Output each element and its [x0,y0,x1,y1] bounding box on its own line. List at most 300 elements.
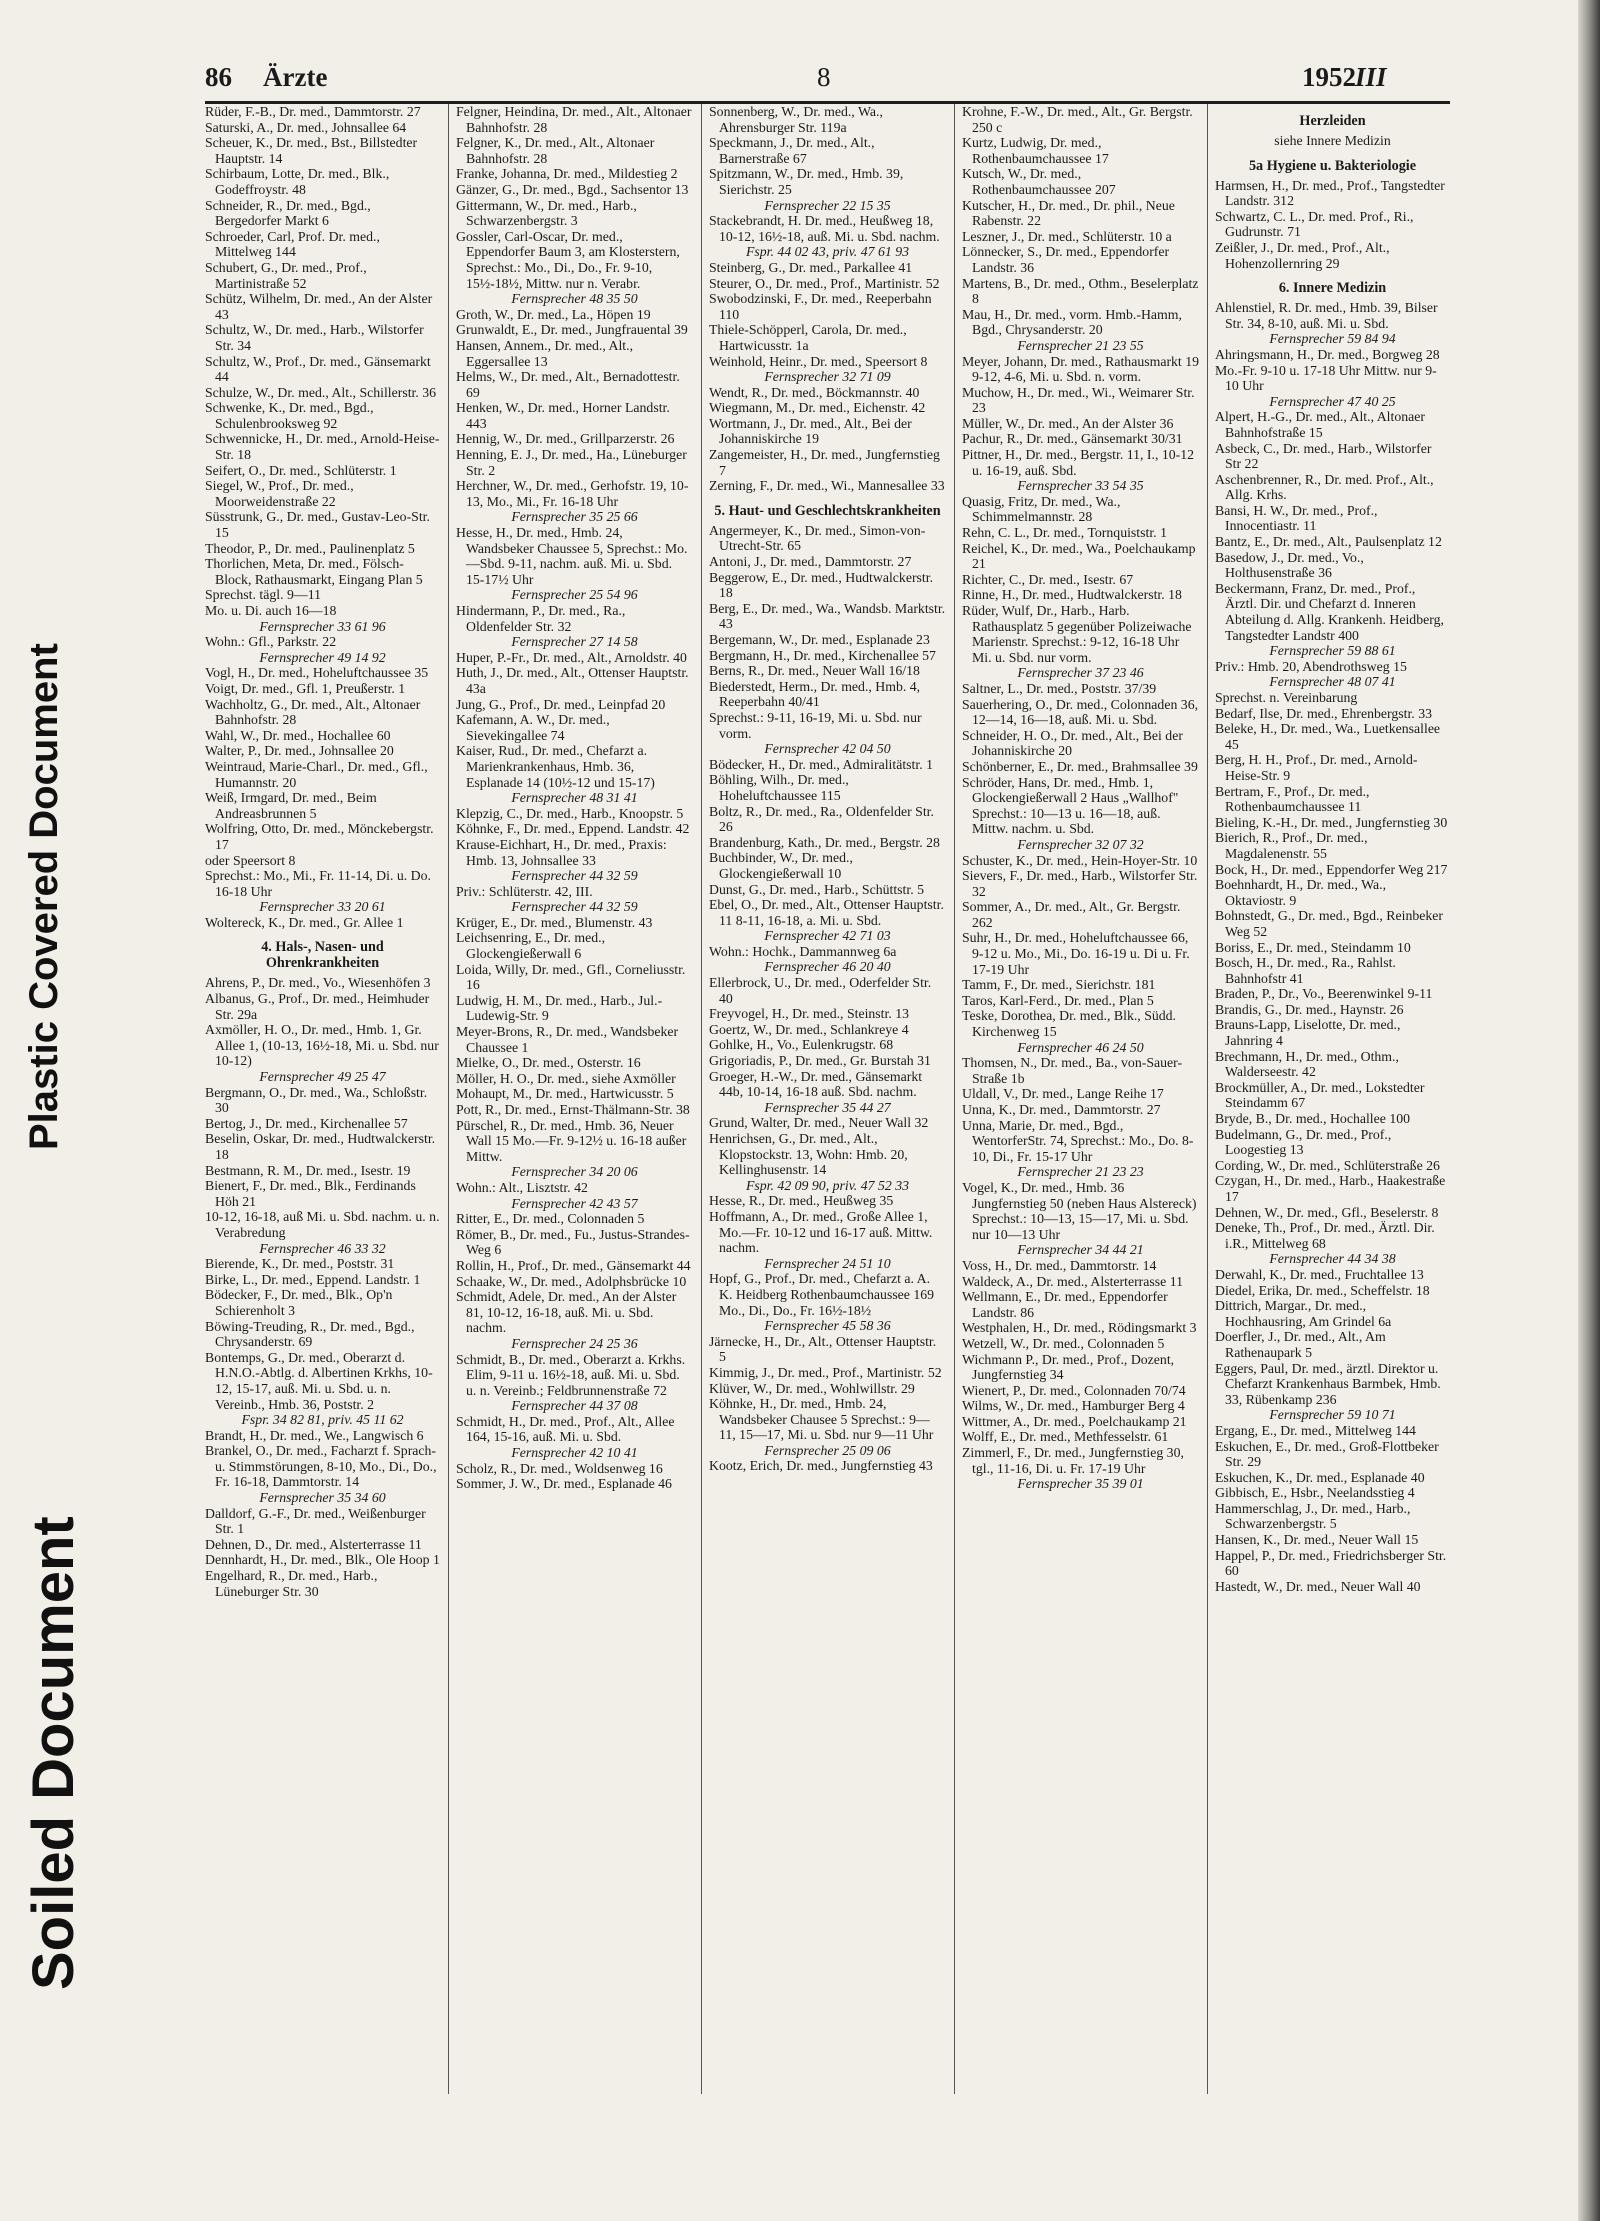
directory-entry: Loida, Willy, Dr. med., Gfl., Corneliusstr. 16 [456,961,686,993]
directory-entry: Helms, W., Dr. med., Alt., Bernadottestr. 69 [456,369,680,400]
directory-entry: Zeißler, J., Dr. med., Prof., Alt., Hohenzollernring 29 [1215,239,1390,271]
directory-entry: Brandis, G., Dr. med., Haynstr. 26 [1215,1001,1404,1017]
directory-entry: Martens, B., Dr. med., Othm., Beselerplatz 8 [962,275,1199,307]
directory-entry: Huper, P.-Fr., Dr. med., Alt., Arnoldstr. 40 [456,649,687,665]
directory-entry: Wolff, E., Dr. med., Methfesselstr. 61 [962,1429,1169,1445]
directory-entry: Groth, W., Dr. med., La., Höpen 19 [456,306,651,322]
directory-entry: Quasig, Fritz, Dr. med., Wa., Schimmelmannstr. 28 [962,493,1121,525]
directory-entry: Dennhardt, H., Dr. med., Blk., Ole Hoop 1 [205,1552,440,1568]
directory-entry: Gibbisch, E., Hsbr., Neelandsstieg 4 [1215,1485,1415,1501]
directory-entry: Schroeder, Carl, Prof. Dr. med., Mittelweg 144 [205,228,380,260]
phone-line: Fernsprecher 49 25 47 [259,1069,386,1085]
phone-line: Fernsprecher 34 20 06 [511,1164,638,1180]
directory-entry: Siegel, W., Prof., Dr. med., Moorweidenstraße 22 [205,478,354,509]
directory-entry: Stackebrandt, H. Dr. med., Heußweg 18, 10-12, 16½-18, auß. Mi. u. Sbd. nachm. [709,213,940,244]
directory-entry: Ahlenstiel, R. Dr. med., Hmb. 39, Bilser Str. 34, 8-10, auß. Mi. u. Sbd. [1215,300,1438,331]
phone-line: Fernsprecher 21 23 55 [1017,337,1144,353]
directory-entry: Schulze, W., Dr. med., Alt., Schillerstr. 36 [205,384,437,400]
directory-entry: Harmsen, H., Dr. med., Prof., Tangstedter Landstr. 312 [1215,177,1445,209]
section-heading: 5. Haut- und Geschlechtskrankheiten [714,502,941,519]
directory-entry: Deneke, Th., Prof., Dr. med., Ärztl. Dir. i.R., Mittelweg 68 [1215,1220,1435,1251]
directory-entry: Klüver, W., Dr. med., Wohlwillstr. 29 [709,1380,915,1396]
directory-entry: Vogel, K., Dr. med., Hmb. 36 Jungfernstieg 50 (neben Haus Alstereck) Sprechst.: 10—13, 15—17, Mi. u. Sbd. nur 10—13 Uhr [962,1179,1197,1242]
directory-entry: Rinne, H., Dr. med., Hudtwalckerstr. 18 [962,587,1182,603]
directory-entry: Saturski, A., Dr. med., Johnsallee 64 [205,119,407,135]
phone-line: Fernsprecher 59 84 94 [1269,331,1396,347]
directory-entry: Gohlke, H., Vo., Eulenkrugstr. 68 [709,1037,894,1053]
directory-entry: Albanus, G., Prof., Dr. med., Heimhuder Str. 29a [205,991,430,1022]
column-1 [205,104,440,2094]
phone-line: Fernsprecher 33 61 96 [259,618,386,634]
directory-entry: Henken, W., Dr. med., Horner Landstr. 443 [456,400,670,431]
phone-line: Fernsprecher 44 37 08 [511,1398,638,1414]
directory-entry: Beckermann, Franz, Dr. med., Prof., Ärztl. Dir. und Chefarzt d. Inneren Abteilung d. Allg. Krankenh. Heidberg, Tangstedter Landstr 400 [1215,580,1444,643]
directory-entry: Sprechst.: Mo., Mi., Fr. 11-14, Di. u. Do. 16-18 Uhr [205,868,431,899]
directory-entry: Axmöller, H. O., Dr. med., Hmb. 1, Gr. Allee 1, (10-13, 16½-18, Mi. u. Sbd. nur 10-12) [205,1022,439,1069]
phone-line: Fernsprecher 37 23 46 [1017,665,1144,681]
directory-entry: Zimmerl, F., Dr. med., Jungfernstieg 30, tgl., 11-16, Di. u. Fr. 17-19 Uhr [962,1445,1184,1476]
phone-line: Fernsprecher 44 32 59 [511,868,638,884]
phone-line: Fernsprecher 44 32 59 [511,899,638,915]
directory-entry: Schultz, W., Prof., Dr. med., Gänsemarkt 44 [205,353,431,385]
directory-entry: Huth, J., Dr. med., Alt., Ottenser Hauptstr. 43a [456,665,689,696]
directory-entry: Diedel, Erika, Dr. med., Scheffelstr. 18 [1215,1282,1430,1298]
directory-entry: Gossler, Carl-Oscar, Dr. med., Eppendorfer Baum 3, am Klosterstern, Sprechst.: Mo., Di., Do., Fr. 9-10, 15½-18½, Mittw. nur n. Verabr. [456,228,680,291]
directory-entry: Sprechst. tägl. 9—11 [205,587,321,603]
directory-entry: Scheuer, K., Dr. med., Bst., Billstedter Hauptstr. 14 [205,135,418,166]
directory-entry: Groeger, H.-W., Dr. med., Gänsemarkt 44b, 10-14, 16-18 auß. Sbd. nachm. [709,1068,923,1100]
directory-entry: Swobodzinski, F., Dr. med., Reeperbahn 110 [709,291,932,322]
directory-entry: Hoffmann, A., Dr. med., Große Allee 1, Mo.—Fr. 10-12 und 16-17 auß. Mittw. nachm. [709,1208,933,1256]
directory-entry: Goertz, W., Dr. med., Schlankreye 4 [709,1021,909,1037]
directory-entry: Bergmann, H., Dr. med., Kirchenallee 57 [709,647,936,663]
directory-entry: Bontemps, G., Dr. med., Oberarzt d. H.N.O.-Abtlg. d. Albertinen Krkhs, 10-12, 15-17, auß. Mi. u. Sbd. u. n. Vereinb., Hmb. 36, Poststr. 2 [205,1349,433,1412]
directory-entry: Hastedt, W., Dr. med., Neuer Wall 40 [1215,1578,1421,1594]
directory-entry: Dehnen, D., Dr. med., Alsterterrasse 11 [205,1536,422,1552]
directory-entry: Hesse, R., Dr. med., Heußweg 35 [709,1193,894,1209]
directory-entry: Braden, P., Dr., Vo., Beerenwinkel 9-11 [1215,986,1433,1002]
directory-entry: Bedarf, Ilse, Dr. med., Ehrenbergstr. 33 [1215,705,1432,721]
directory-entry: Süsstrunk, G., Dr. med., Gustav-Leo-Str. 15 [205,509,430,541]
directory-entry: Bierich, R., Prof., Dr. med., Magdalenenstr. 55 [1215,830,1368,861]
directory-entry: Sonnenberg, W., Dr. med., Wa., Ahrensburger Str. 119a [709,104,883,135]
directory-entry: Schaake, W., Dr. med., Adolphsbrücke 10 [456,1273,687,1289]
directory-entry: Eskuchen, K., Dr. med., Esplanade 40 [1215,1469,1425,1485]
directory-entry: Klepzig, C., Dr. med., Harb., Knoopstr. 5 [456,805,684,821]
directory-entry: Schmidt, Adele, Dr. med., An der Alster 81, 10-12, 16-18, auß. Mi. u. Sbd. nachm. [456,1289,677,1336]
section-heading: 4. Hals-, Nasen- und Ohrenkrankheiten [261,939,384,972]
directory-entry: Thomsen, N., Dr. med., Ba., von-Sauer-Straße 1b [962,1055,1183,1086]
directory-entry: Bock, H., Dr. med., Eppendorfer Weg 217 [1215,861,1448,877]
directory-entry: Engelhard, R., Dr. med., Harb., Lüneburger Str. 30 [205,1568,378,1599]
directory-entry: Meyer, Johann, Dr. med., Rathausmarkt 19 9-12, 4-6, Mi. u. Sbd. n. vorm. [962,353,1199,385]
directory-entry: Schneider, R., Dr. med., Bgd., Bergedorfer Markt 6 [205,197,371,229]
directory-entry: Alpert, H.-G., Dr. med., Alt., Altonaer Bahnhofstraße 15 [1215,409,1425,440]
directory-entry: Brandenburg, Kath., Dr. med., Bergstr. 28 [709,834,940,850]
directory-entry: Müller, W., Dr. med., An der Alster 36 [962,415,1174,431]
directory-entry: Beselin, Oskar, Dr. med., Hudtwalckerstr. 18 [205,1131,436,1162]
directory-entry: Saltner, L., Dr. med., Poststr. 37/39 [962,680,1157,696]
directory-entry: Brandt, H., Dr. med., We., Langwisch 6 [205,1427,424,1443]
directory-entry: Angermeyer, K., Dr. med., Simon-von-Utrecht-Str. 65 [709,522,926,554]
directory-entry: Ludwig, H. M., Dr. med., Harb., Jul.-Ludewig-Str. 9 [456,992,663,1024]
directory-entry: Spitzmann, W., Dr. med., Hmb. 39, Sierichstr. 25 [709,166,904,197]
phone-line: Fernsprecher 32 07 32 [1017,836,1144,852]
directory-entry: Kimmig, J., Dr. med., Prof., Martinistr. 52 [709,1364,942,1380]
directory-entry: Krause-Eichhart, H., Dr. med., Praxis: Hmb. 13, Johnsallee 33 [456,836,667,868]
directory-entry: Mo.-Fr. 9-10 u. 17-18 Uhr Mittw. nur 9-10 Uhr [1215,362,1437,394]
directory-entry: Uldall, V., Dr. med., Lange Reihe 17 [962,1086,1164,1102]
directory-entry: Wetzell, W., Dr. med., Colonnaden 5 [962,1335,1165,1351]
directory-entry: Bödecker, H., Dr. med., Admiralitätstr. 1 [709,756,933,772]
directory-entry: Sommer, A., Dr. med., Alt., Gr. Bergstr. 262 [962,899,1181,930]
phone-line: Fernsprecher 21 23 23 [1017,1164,1144,1180]
column-3 [709,104,946,2094]
column-5 [1215,104,1450,2094]
directory-entry: Wohn.: Gfl., Parkstr. 22 [205,634,337,650]
directory-entry: Budelmann, G., Dr. med., Prof., Loogestieg 13 [1215,1126,1392,1158]
directory-entry: Berg, H. H., Prof., Dr. med., Arnold-Heise-Str. 9 [1215,752,1418,783]
directory-entry: Hopf, G., Prof., Dr. med., Chefarzt a. A. K. Heidberg Rothenbaumchaussee 169 Mo., Di., Do., Fr. 16½-18½ [709,1271,935,1318]
directory-entry: Cording, W., Dr. med., Schlüterstraße 26 [1215,1157,1440,1173]
directory-entry: Herchner, W., Dr. med., Gerhofstr. 19, 10-13, Mo., Mi., Fr. 16-18 Uhr [456,478,689,509]
directory-entry: Reichel, K., Dr. med., Wa., Poelchaukamp 21 [962,540,1196,572]
phone-line: Fernsprecher 45 58 36 [764,1318,891,1334]
column-divider [701,104,702,2094]
directory-entry: Berg, E., Dr. med., Wa., Wandsb. Marktstr. 43 [709,600,946,632]
directory-entry: Krüger, E., Dr. med., Blumenstr. 43 [456,914,653,930]
directory-entry: Kafemann, A. W., Dr. med., Sievekingallee 74 [456,712,610,743]
directory-entry: Westphalen, H., Dr. med., Rödingsmarkt 3 [962,1320,1197,1336]
directory-entry: Derwahl, K., Dr. med., Fruchtallee 13 [1215,1266,1424,1282]
directory-entry: Wohn.: Alt., Lisztstr. 42 [456,1179,588,1195]
directory-entry: Dalldorf, G.-F., Dr. med., Weißenburger Str. 1 [205,1505,426,1537]
phone-line: Fernsprecher 24 51 10 [764,1255,891,1271]
directory-entry: Aschenbrenner, R., Dr. med. Prof., Alt., Allg. Krhs. [1215,471,1434,503]
phone-line: Fernsprecher 59 88 61 [1269,643,1396,659]
directory-entry: Pachur, R., Dr. med., Gänsemarkt 30/31 [962,431,1183,447]
directory-entry: Jung, G., Prof., Dr. med., Leinpfad 20 [456,696,666,712]
phone-line: Fernsprecher 35 34 60 [259,1490,386,1506]
directory-entry: Bergmann, O., Dr. med., Wa., Schloßstr. 30 [205,1084,428,1116]
directory-entry: Priv.: Schlüterstr. 42, III. [456,883,593,899]
phone-line: Fernsprecher 44 34 38 [1269,1251,1396,1267]
directory-entry: Köhnke, F., Dr. med., Eppend. Landstr. 42 [456,821,690,837]
directory-entry: Dunst, G., Dr. med., Harb., Schüttstr. 5 [709,881,924,897]
phone-line: Fernsprecher 34 44 21 [1017,1242,1144,1258]
phone-line: Fernsprecher 25 54 96 [511,587,638,603]
directory-entry: Bierende, K., Dr. med., Poststr. 31 [205,1256,395,1272]
directory-entry: Bertram, F., Prof., Dr. med., Rothenbaumchaussee 11 [1215,783,1370,815]
directory-entry: Weintraud, Marie-Charl., Dr. med., Gfl., Humannstr. 20 [205,758,428,790]
directory-entry: Boehnhardt, H., Dr. med., Wa., Oktaviostr. 9 [1215,877,1387,908]
directory-entry: Leichsenring, E., Dr. med., Glockengießerwall 6 [456,930,606,962]
phone-line: Fernsprecher 35 25 66 [511,509,638,525]
directory-entry: oder Speersort 8 [205,852,296,868]
directory-entry: Wahl, W., Dr. med., Hochallee 60 [205,727,391,743]
directory-entry: Wiegmann, M., Dr. med., Eichenstr. 42 [709,400,926,416]
column-divider [954,104,955,2094]
phone-line: Fernsprecher 22 15 35 [764,197,891,213]
directory-entry: Rollin, H., Prof., Dr. med., Gänsemarkt 44 [456,1257,691,1273]
directory-entry: Bohnstedt, G., Dr. med., Bgd., Reinbeker Weg 52 [1215,908,1444,939]
volume: III [1355,62,1387,92]
directory-entry: Theodor, P., Dr. med., Paulinenplatz 5 [205,540,415,556]
directory-entry: Berns, R., Dr. med., Neuer Wall 16/18 [709,663,920,679]
directory-entry: Schuster, K., Dr. med., Hein-Hoyer-Str. 10 [962,852,1198,868]
directory-entry: Gänzer, G., Dr. med., Bgd., Sachsentor 13 [456,181,689,197]
center-marker: 8 [817,62,831,92]
directory-entry: Czygan, H., Dr. med., Harb., Haakestraße 17 [1215,1173,1446,1204]
directory-entry: Boltz, R., Dr. med., Ra., Oldenfelder Str. 26 [709,803,934,835]
directory-entry: Taros, Karl-Ferd., Dr. med., Plan 5 [962,992,1154,1008]
phone-line: Fernsprecher 33 20 61 [259,899,386,915]
directory-entry: Doerfler, J., Dr. med., Alt., Am Rathenaupark 5 [1215,1329,1386,1360]
directory-entry: Voigt, Dr. med., Gfl. 1, Preußerstr. 1 [205,680,406,696]
section-heading: 6. Innere Medizin [1278,280,1387,297]
directory-entry: Unna, K., Dr. med., Dammtorstr. 27 [962,1102,1161,1117]
directory-entry: Basedow, J., Dr. med., Vo., Holthusenstraße 36 [1215,549,1364,581]
directory-entry: Schütz, Wilhelm, Dr. med., An der Alster 43 [205,291,433,322]
directory-entry: Weinhold, Heinr., Dr. med., Speersort 8 [709,353,928,369]
directory-entry: Grigoriadis, P., Dr. med., Gr. Burstah 31 [709,1053,931,1069]
directory-entry: Franke, Johanna, Dr. med., Mildestieg 2 [456,166,678,182]
directory-entry: Römer, B., Dr. med., Fu., Justus-Strandes-Weg 6 [456,1226,690,1258]
soiled-document-stamp: Soiled Document [21,1516,86,1990]
directory-entry: Grunwaldt, E., Dr. med., Jungfrauental 39 [456,322,688,338]
section-heading: 5a Hygiene u. Bakteriologie [1248,157,1417,174]
directory-entry: Brockmüller, A., Dr. med., Lokstedter Steindamm 67 [1215,1079,1425,1111]
directory-entry: Sievers, F., Dr. med., Harb., Wilstorfer Str. 32 [962,868,1198,899]
directory-entry: Steurer, O., Dr. med., Prof., Martinistr. 52 [709,275,940,291]
directory-entry: Hesse, H., Dr. med., Hmb. 24, Wandsbeker Chaussee 5, Sprechst.: Mo.—Sbd. 9-11, nachm. auß. Mi. u. Sbd. 15-17½ Uhr [456,525,688,587]
directory-entry: Kutscher, H., Dr. med., Dr. phil., Neue Rabenstr. 22 [962,197,1175,229]
directory-entry: Beggerow, E., Dr. med., Hudtwalckerstr. 18 [709,569,934,601]
phone-line: Fernsprecher 46 33 32 [259,1240,386,1256]
directory-entry: Freyvogel, H., Dr. med., Steinstr. 13 [709,1006,910,1022]
directory-entry: Brankel, O., Dr. med., Facharzt f. Sprach- u. Stimmstörungen, 8-10, Mo., Di., Do., Fr. 16-18, Dammtorstr. 14 [205,1443,437,1490]
directory-entry: Thorlichen, Meta, Dr. med., Fölsch-Block, Rathausmarkt, Eingang Plan 5 [205,556,423,587]
directory-entry: Krohne, F.-W., Dr. med., Alt., Gr. Bergstr. 250 c [962,104,1193,135]
directory-entry: Wellmann, E., Dr. med., Eppendorfer Landstr. 86 [962,1289,1168,1320]
directory-entry: Hindermann, P., Dr. med., Ra., Oldenfelder Str. 32 [456,603,626,634]
phone-line: Fernsprecher 48 35 50 [511,291,638,307]
directory-entry: Sprechst.: 9-11, 16-19, Mi. u. Sbd. nur vorm. [709,709,922,741]
directory-entry: Wienert, P., Dr. med., Colonnaden 70/74 [962,1382,1186,1398]
phone-line: Fspr. 34 82 81, priv. 45 11 62 [241,1412,404,1428]
column-divider [448,104,449,2094]
directory-entry: Eggers, Paul, Dr. med., ärztl. Direktor u. Chefarzt Krankenhaus Barmbek, Hmb. 33, Rübenkamp 236 [1215,1360,1441,1407]
directory-entry: Wendt, R., Dr. med., Böckmannstr. 40 [709,384,920,400]
directory-entry: Bödecker, F., Dr. med., Blk., Op'n Schierenholt 3 [205,1287,393,1318]
stamp-area [0,0,90,2221]
directory-entry: Pott, R., Dr. med., Ernst-Thälmann-Str. 38 [456,1102,690,1117]
directory-entry: Schubert, G., Dr. med., Prof., Martinistraße 52 [205,259,367,291]
directory-entry: Happel, P., Dr. med., Friedrichsberger Str. 60 [1215,1547,1447,1579]
section-heading: Herzleiden [1299,113,1366,129]
directory-entry: Schwenke, K., Dr. med., Bgd., Schulenbrooksweg 92 [205,400,374,431]
directory-entry: Bryde, B., Dr. med., Hochallee 100 [1215,1111,1411,1127]
phone-line: Fernsprecher 25 09 06 [764,1442,891,1458]
directory-entry: Mau, H., Dr. med., vorm. Hmb.-Hamm, Bgd., Chrysanderstr. 20 [962,306,1182,338]
column-2 [456,104,693,2094]
directory-entry: Kaiser, Rud., Dr. med., Chefarzt a. Marienkrankenhaus, Hmb. 36, Esplanade 14 (10½-12 und 15-17) [456,743,655,790]
directory-entry: Lönnecker, S., Dr. med., Eppendorfer Landstr. 36 [962,244,1170,275]
directory-entry: Scholz, R., Dr. med., Woldsenweg 16 [456,1460,663,1476]
directory-entry: Buchbinder, W., Dr. med., Glockengießerwall 10 [709,850,853,881]
directory-entry: Ahringsmann, H., Dr. med., Borgweg 28 [1215,346,1440,362]
directory-entry: Sauerhering, O., Dr. med., Colonnaden 36, 12—14, 16—18, auß. Mi. u. Sbd. [962,696,1199,728]
directory-entry: Suhr, H., Dr. med., Hoheluftchaussee 66, 9-12 u. Mo., Mi., Do. 16-19 u. Di u. Fr. 17-19 Uhr [962,930,1190,977]
phone-line: Fernsprecher 42 43 57 [511,1195,638,1211]
directory-entry: Wolfring, Otto, Dr. med., Mönckebergstr. 17 [205,821,434,852]
directory-entry: Bieling, K.-H., Dr. med., Jungfernstieg 30 [1215,814,1448,830]
directory-entry: Dittrich, Margar., Dr. med., Hochhausring, Am Grindel 6a [1215,1298,1392,1329]
directory-entry: Richter, C., Dr. med., Isestr. 67 [962,571,1134,587]
directory-entry: Pittner, H., Dr. med., Bergstr. 11, I., 10-12 u. 16-19, auß. Sbd. [962,447,1195,478]
directory-entry: Steinberg, G., Dr. med., Parkallee 41 [709,259,913,275]
directory-entry: Wichmann P., Dr. med., Prof., Dozent, Jungfernstieg 34 [962,1351,1175,1383]
plastic-covered-stamp: Plastic Covered Document [22,643,66,1150]
directory-entry: Muchow, H., Dr. med., Wi., Weimarer Str. 23 [962,384,1195,416]
directory-entry: Felgner, Heindina, Dr. med., Alt., Altonaer Bahnhofstr. 28 [456,104,692,135]
directory-entry: Bertog, J., Dr. med., Kirchenallee 57 [205,1115,408,1131]
directory-entry: Antoni, J., Dr. med., Dammtorstr. 27 [709,554,912,570]
directory-entry: Wohn.: Hochk., Dammannweg 6a [709,943,897,959]
directory-entry: Ritter, E., Dr. med., Colonnaden 5 [456,1211,645,1227]
directory-entry: Schirbaum, Lotte, Dr. med., Blk., Godeffroystr. 48 [205,166,390,197]
directory-entry: Walter, P., Dr. med., Johnsallee 20 [205,743,394,759]
directory-entry: Kootz, Erich, Dr. med., Jungfernstieg 43 [709,1458,933,1474]
directory-entry: Henning, E. J., Dr. med., Ha., Lüneburger Str. 2 [456,447,687,478]
directory-entry: Bienert, F., Dr. med., Blk., Ferdinands Höh 21 [205,1178,416,1209]
directory-entry: Voss, H., Dr. med., Dammtorstr. 14 [962,1257,1157,1273]
directory-columns [205,104,1450,2094]
directory-entry: Unna, Marie, Dr. med., Bgd., WentorferStr. 74, Sprechst.: Mo., Do. 8-10, Di., Fr. 15-17 Uhr [962,1117,1194,1164]
directory-entry: Mielke, O., Dr. med., Osterstr. 16 [456,1055,641,1071]
directory-entry: Kutsch, W., Dr. med., Rothenbaumchaussee 207 [962,166,1116,197]
phone-line: Fernsprecher 35 39 01 [1017,1476,1144,1492]
directory-entry: Schmidt, B., Dr. med., Oberarzt a. Krkhs. Elim, 9-11 u. 16½-18, auß. Mi. u. Sbd. u. n. Vereinb.; Feldbrunnenstraße 72 [456,1351,686,1398]
phone-line: Fspr. 44 02 43, priv. 47 61 93 [745,244,909,260]
directory-entry: Asbeck, C., Dr. med., Harb., Wilstorfer Str 22 [1215,440,1432,472]
directory-entry: Dehnen, W., Dr. med., Gfl., Beselerstr. 8 [1215,1204,1439,1220]
directory-entry: Kurtz, Ludwig, Dr. med., Rothenbaumchaussee 17 [962,135,1109,166]
directory-entry: Rüder, F.-B., Dr. med., Dammtorstr. 27 [205,104,421,119]
phone-line: Fernsprecher 46 20 40 [764,959,891,975]
directory-entry: Teske, Dorothea, Dr. med., Blk., Südd. Kirchenweg 15 [962,1008,1177,1040]
directory-entry: Schwennicke, H., Dr. med., Arnold-Heise-Str. 18 [205,431,440,463]
phone-line: Fernsprecher 42 04 50 [764,741,891,757]
phone-line: Fernsprecher 48 31 41 [511,790,638,806]
directory-entry: Hansen, K., Dr. med., Neuer Wall 15 [1215,1532,1419,1548]
directory-entry: Bergemann, W., Dr. med., Esplanade 23 [709,632,930,647]
directory-entry: Rehn, C. L., Dr. med., Tornquiststr. 1 [962,525,1167,541]
phone-line: Fernsprecher 48 07 41 [1269,674,1396,690]
directory-entry: Wilms, W., Dr. med., Hamburger Berg 4 [962,1398,1185,1414]
directory-entry: Bosch, H., Dr. med., Ra., Rahlst. Bahnhofstr 41 [1215,955,1396,986]
phone-line: Fernsprecher 27 14 58 [511,634,638,650]
phone-line: Fernsprecher 59 10 71 [1269,1407,1396,1423]
scan-right-edge [1578,0,1600,2221]
page-number: 86 [205,62,232,92]
directory-entry: Henrichsen, G., Dr. med., Alt., Klopstockstr. 13, Wohn: Hmb. 20, Kellinghusenstr. 14 [709,1131,908,1178]
phone-line: Fernsprecher 32 71 09 [764,369,891,385]
directory-entry: Thiele-Schöpperl, Carola, Dr. med., Hartwicusstr. 1a [709,322,907,353]
directory-entry: Mohaupt, M., Dr. med., Hartwicusstr. 5 [456,1086,674,1102]
directory-entry: Priv.: Hmb. 20, Abendrothsweg 15 [1215,658,1407,674]
phone-line: Fernsprecher 42 10 41 [511,1445,638,1461]
directory-entry: Zangemeister, H., Dr. med., Jungfernstieg 7 [709,447,940,478]
phone-line: Fernsprecher 33 54 35 [1017,478,1144,494]
phone-line: Fernsprecher 47 40 25 [1269,393,1396,409]
directory-entry: Pürschel, R., Dr. med., Hmb. 36, Neuer Wall 15 Mo.—Fr. 9-12½ u. 16-18 außer Mittw. [456,1117,687,1164]
phone-line: Fernsprecher 46 24 50 [1017,1039,1144,1055]
directory-entry: Schultz, W., Dr. med., Harb., Wilstorfer Str. 34 [205,322,424,353]
directory-entry: Speckmann, J., Dr. med., Alt., Barnerstraße 67 [709,135,875,166]
column-divider [1207,104,1208,2094]
directory-entry: Woltereck, K., Dr. med., Gr. Allee 1 [205,914,404,930]
directory-entry: Wachholtz, G., Dr. med., Alt., Altonaer Bahnhofstr. 28 [205,696,421,728]
page-title: Ärzte [263,62,328,92]
column-4 [962,104,1199,2094]
directory-entry: Böwing-Treuding, R., Dr. med., Bgd., Chrysanderstr. 69 [205,1318,415,1350]
directory-entry: Ellerbrock, U., Dr. med., Oderfelder Str. 40 [709,975,932,1006]
year: 1952 [1302,62,1356,92]
directory-entry: Schmidt, H., Dr. med., Prof., Alt., Allee 164, 15-16, auß. Mi. u. Sbd. [456,1413,675,1445]
directory-entry: Schröder, Hans, Dr. med., Hmb. 1, Glockengießerwall 2 Haus „Wallhof" Sprechst.: 10—13 u. 16—18, auß. Mittw. nachm. u. Sbd. [962,774,1179,837]
directory-entry: Seifert, O., Dr. med., Schlüterstr. 1 [205,462,397,478]
directory-entry: Meyer-Brons, R., Dr. med., Wandsbeker Chaussee 1 [456,1024,679,1055]
directory-entry: Sprechst. n. Vereinbarung [1215,690,1358,705]
directory-entry: Mo. u. Di. auch 16—18 [205,603,337,618]
directory-entry: Hammerschlag, J., Dr. med., Harb., Schwarzenbergstr. 5 [1215,1500,1411,1532]
directory-entry: Tamm, F., Dr. med., Sierichstr. 181 [962,977,1156,993]
directory-entry: Wortmann, J., Dr. med., Alt., Bei der Johanniskirche 19 [709,415,912,447]
directory-entry: Schönberner, E., Dr. med., Brahmsallee 39 [962,758,1198,774]
directory-entry: Möller, H. O., Dr. med., siehe Axmöller [456,1070,676,1086]
directory-entry: Ebel, O., Dr. med., Alt., Ottenser Hauptstr. 11 8-11, 16-18, a. Mi. u. Sbd. [709,897,944,928]
directory-entry: Brechmann, H., Dr. med., Othm., Walderseestr. 42 [1215,1048,1399,1080]
directory-entry: Birke, L., Dr. med., Eppend. Landstr. 1 [205,1271,421,1287]
directory-entry: Wittmer, A., Dr. med., Poelchaukamp 21 [962,1413,1187,1429]
page-header [205,62,1450,96]
phone-line: Fernsprecher 42 71 03 [764,928,891,944]
directory-entry: Grund, Walter, Dr. med., Neuer Wall 32 [709,1115,929,1131]
directory-entry: Felgner, K., Dr. med., Alt., Altonaer Bahnhofstr. 28 [456,135,655,166]
directory-entry: Bansi, H. W., Dr. med., Prof., Innocentiastr. 11 [1215,502,1378,534]
directory-entry: Köhnke, H., Dr. med., Hmb. 24, Wandsbeker Chausee 5 Sprechst.: 9—11, 15—17, Mi. u. Sbd. nur 9—11 Uhr [709,1396,934,1443]
directory-entry: Hansen, Annem., Dr. med., Alt., Eggersallee 13 [456,337,634,369]
directory-entry: Bantz, E., Dr. med., Alt., Paulsenplatz 12 [1215,534,1442,550]
directory-entry: Eskuchen, E., Dr. med., Groß-Flottbeker Str. 29 [1215,1438,1439,1470]
directory-entry: Biederstedt, Herm., Dr. med., Hmb. 4, Reeperbahn 40/41 [709,678,921,710]
phone-line: Fspr. 42 09 90, priv. 47 52 33 [745,1177,909,1193]
directory-entry: Rüder, Wulf, Dr., Harb., Harb. Rathausplatz 5 gegenüber Polizeiwache Marienstr. Sprechst.: 9-12, 16-18 Uhr Mi. u. Sbd. nur vorm. [962,603,1192,665]
directory-entry: Ergang, E., Dr. med., Mittelweg 144 [1215,1422,1416,1438]
directory-entry: Böhling, Wilh., Dr. med., Hoheluftchaussee 115 [709,772,849,803]
directory-entry: Vogl, H., Dr. med., Hoheluftchaussee 35 [205,665,429,681]
phone-line: Fernsprecher 24 25 36 [511,1335,638,1351]
directory-entry: Beleke, H., Dr. med., Wa., Luetkensallee 45 [1215,721,1441,752]
directory-entry: Weiß, Irmgard, Dr. med., Beim Andreasbrunnen 5 [205,790,377,821]
directory-entry: Leszner, J., Dr. med., Schlüterstr. 10 a [962,228,1172,244]
directory-entry: Hennig, W., Dr. med., Grillparzerstr. 26 [456,431,675,447]
phone-line: Fernsprecher 49 14 92 [259,649,386,665]
directory-entry: Brauns-Lapp, Liselotte, Dr. med., Jahnring 4 [1215,1017,1401,1049]
directory-entry: Gittermann, W., Dr. med., Harb., Schwarzenbergstr. 3 [456,197,637,229]
directory-entry: Schwartz, C. L., Dr. med. Prof., Ri., Gudrunstr. 71 [1215,208,1414,240]
